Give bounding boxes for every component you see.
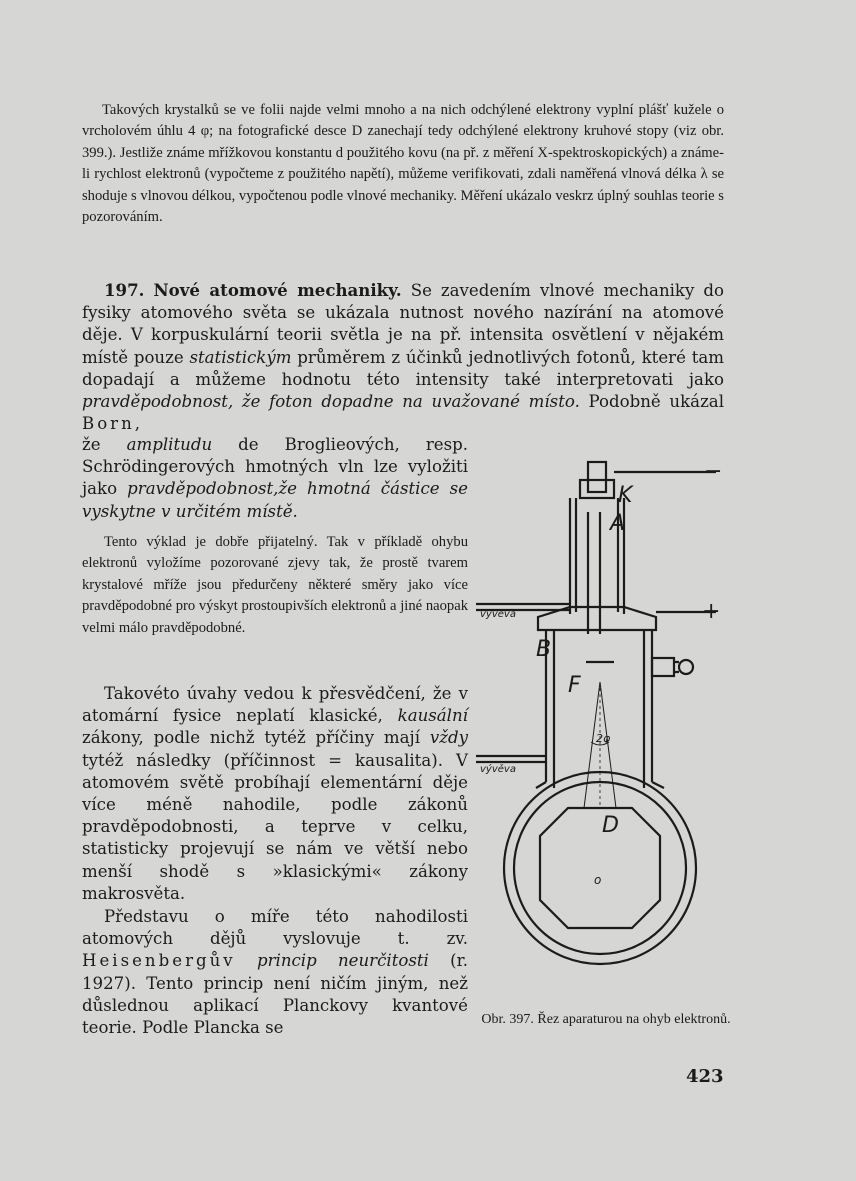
causal-text-a: Takovéto úvahy vedou k přesvědčení, že v atomární fysice neplatí klasické, bbox=[82, 684, 468, 726]
section-em-particle: pravděpodobnost,že hmotná částice se vyskytne v určitém místě. bbox=[82, 479, 468, 521]
section-text-d: že bbox=[82, 435, 101, 454]
causal-em-always: vždy bbox=[429, 728, 468, 748]
section-text-b: průměrem z účinků jednotlivých fotonů, které tam dopadají a můžeme hodnotu této intensity také interpretovati jako bbox=[82, 347, 724, 389]
page-number: 423 bbox=[686, 1066, 724, 1087]
intro-text: Takových krystalků se ve folii najde velmi mnoho a na nich odchýlené elektrony vyplní plášť kužele o vrcholovém úhlu 4 φ; na fotografické desce D zanechají tedy odchýlené elektrony kruhové stopy (viz obr. 399.). Jestliže známe mřížkovou konstantu d použitého kovu (na př. z měření X-spektroskopických) a známe-li rychlost elektronů (vypočteme z použitého napětí), můžeme verifikovati, zdali naměřená vlnová délka λ se shoduje s vlnovou délkou, vypočtenou podle vlnové mechaniky. Měření ukázalo veskrz úplný souhlas teorie s pozorováním. bbox=[82, 102, 724, 226]
section-197-cont bbox=[82, 434, 468, 523]
small-paragraph bbox=[82, 532, 468, 639]
section-em-amplitude: amplitudu bbox=[126, 435, 213, 454]
causal-em-causal: kausální bbox=[397, 706, 468, 726]
section-text-a: Se zavedením vlnové mechaniky do fysiky atomového světa se ukázala nutnost nového nazírání na atomové děje. V korpuskulární teorii světla je na př. intensita osvětlení v nějakém místě pouze bbox=[82, 281, 725, 367]
section-number: 197. bbox=[104, 280, 145, 300]
heisenberg-paragraph bbox=[82, 906, 468, 1039]
anode-tube bbox=[588, 512, 600, 634]
small-paragraph-text: Tento výklad je dobře přijatelný. Tak v příkladě ohybu elektronů vyložíme pozorované zjevy tak, že prostě tvarem krystalové mříže jsou předurčeny některé směry jako více pravděpodobné pro výskyt prostoupivších elektronů a jiné naopak velmi málo pravděpodobné. bbox=[82, 534, 468, 636]
section-em-statistical: statistickým bbox=[189, 347, 292, 367]
label-center: o bbox=[594, 873, 602, 887]
cathode-holder bbox=[580, 480, 614, 498]
section-text-c: Podobně ukázal bbox=[588, 392, 725, 412]
label-minus: − bbox=[704, 459, 723, 484]
section-text-e: de Broglieových, resp. Schrödingerových hmotných vln lze vyložiti jako bbox=[82, 435, 468, 499]
section-197 bbox=[82, 279, 724, 435]
heis-text-b: (r. 1927). Tento princip není ničím jiným, než důslednou aplikací Planckovy kvantové teorie. Podle Plancka se bbox=[82, 951, 468, 1038]
causality-paragraph bbox=[82, 683, 468, 905]
side-port bbox=[652, 658, 674, 676]
label-a: A bbox=[610, 511, 626, 536]
intro-paragraph bbox=[82, 100, 724, 228]
section-em-probability: pravděpodobnost, že foton dopadne na uvažované místo. bbox=[82, 392, 580, 412]
heis-em-principle: princip neurčitosti bbox=[256, 951, 429, 971]
causal-text-c: tytéž následky (příčinnost = kausalita). V atomovém světě probíhají elementární děje více méně nahodile, podle zákonů pravděpodobnosti, a teprve v celku, statisticky projevují se nám ve větší nebo menší shodě s »klasickými« zákony makrosvěta. bbox=[82, 750, 468, 903]
chamber-outer bbox=[504, 772, 696, 964]
apparatus-diagram bbox=[476, 452, 732, 1012]
port-knob bbox=[679, 660, 693, 674]
heis-name: Heisenbergův bbox=[82, 951, 236, 971]
label-vyveva-bottom: vývěva bbox=[480, 764, 516, 775]
figure-caption: Obr. 397. Řez aparaturou na ohyb elektronů. bbox=[481, 1012, 731, 1027]
vessel-inner-wall bbox=[554, 630, 644, 788]
vessel-wall bbox=[546, 630, 652, 782]
heis-text-a: Představu o míře této nahodilosti atomových dějů vyslovuje t. zv. bbox=[82, 907, 468, 949]
label-angle: 2φ bbox=[596, 732, 611, 745]
pump-outlet-bottom bbox=[476, 756, 546, 762]
cathode-cap bbox=[588, 462, 606, 492]
label-d: D bbox=[602, 813, 619, 838]
label-plus: + bbox=[702, 599, 721, 624]
section-title: Nové atomové mechaniky. bbox=[153, 280, 402, 300]
photo-plate bbox=[540, 808, 660, 928]
causal-text-b: zákony, podle nichž tytéž příčiny mají bbox=[82, 728, 421, 748]
label-b: B bbox=[536, 637, 552, 662]
label-k: K bbox=[618, 483, 633, 508]
section-born: Born, bbox=[82, 414, 144, 434]
label-vyveva-top: vývěva bbox=[480, 609, 516, 620]
apparatus-figure bbox=[476, 452, 732, 1012]
label-f: F bbox=[568, 673, 581, 698]
